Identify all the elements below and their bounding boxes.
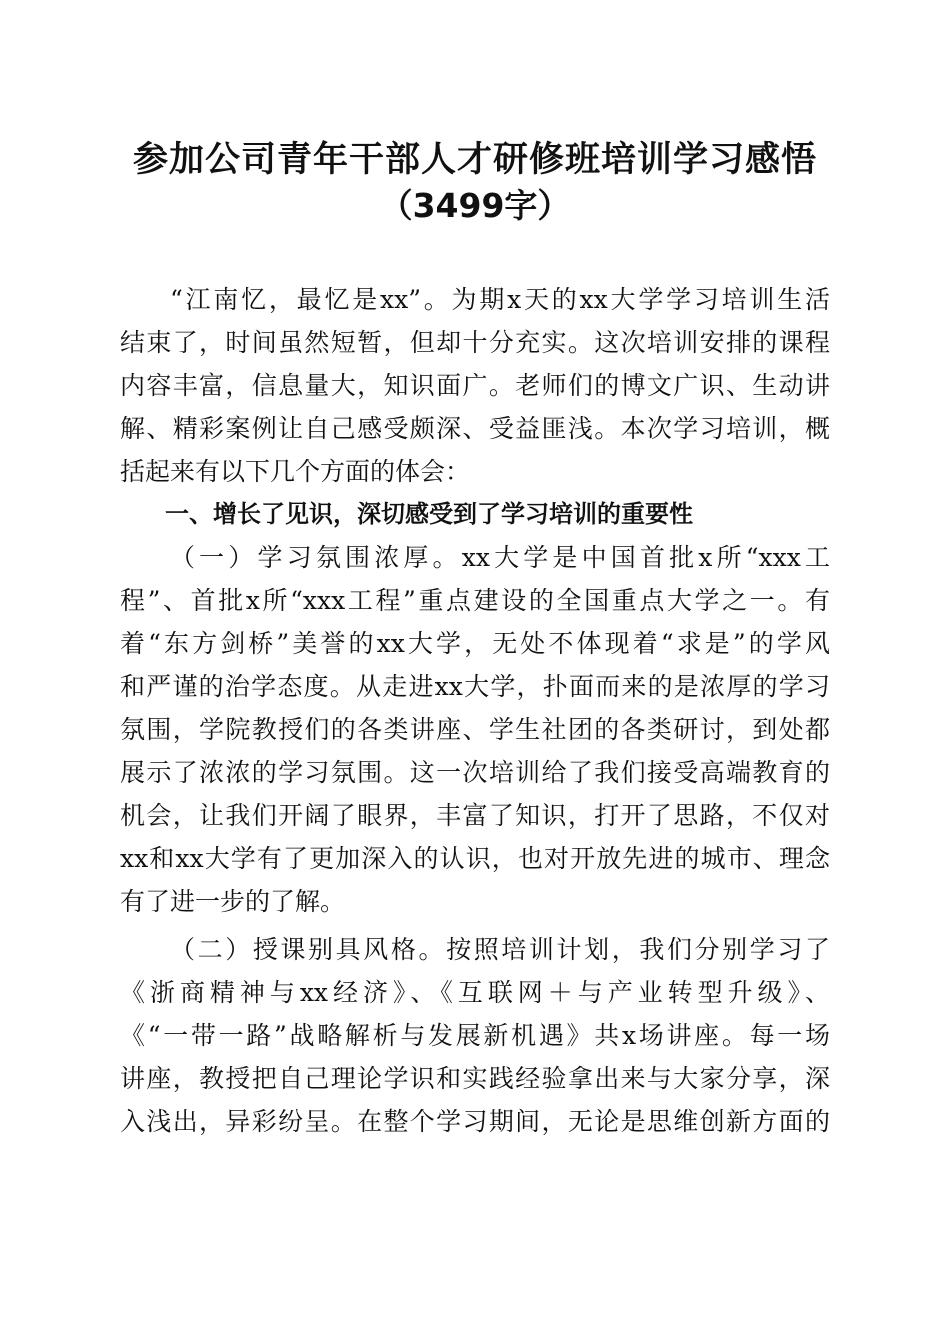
paragraph-line: 氛围，学院教授们的各类讲座、学生社团的各类研讨，到处都 (120, 715, 830, 744)
paragraph-line: 有了进一步的了解。 (120, 887, 346, 916)
document-subtitle: （3499字） (379, 186, 571, 225)
paragraph-line: 讲座，教授把自己理论学识和实践经验拿出来与大家分享，深 (120, 1064, 830, 1093)
intro-line: 括起来有以下几个方面的体会： (120, 457, 471, 486)
paragraph-line: 着“东方剑桥”美誉的xx大学，无处不体现着“求是”的学风 (120, 629, 830, 658)
paragraph-line: 和严谨的治学态度。从走进xx大学，扑面而来的是浓厚的学习 (120, 672, 830, 701)
paragraph-line: （二）授课别具风格。按照培训计划，我们分别学习了 (170, 935, 830, 964)
paragraph-line: 《浙商精神与xx经济》、《互联网＋与产业转型升级》、 (120, 978, 830, 1007)
intro-line: 结束了，时间虽然短暂，但却十分充实。这次培训安排的课程 (120, 328, 830, 357)
paragraph-line: 入浅出，异彩纷呈。在整个学习期间，无论是思维创新方面的 (120, 1107, 830, 1136)
intro-line: 内容丰富，信息量大，知识面广。老师们的博文广识、生动讲 (120, 371, 830, 400)
paragraph-line: 程”、首批x所“xxx工程”重点建设的全国重点大学之一。有 (120, 586, 830, 615)
paragraph-line: xx和xx大学有了更加深入的认识，也对开放先进的城市、理念 (120, 844, 830, 873)
document-title: 参加公司青年干部人才研修班培训学习感悟 (132, 140, 817, 180)
paragraph-line: 机会，让我们开阔了眼界，丰富了知识，打开了思路，不仅对 (120, 801, 830, 830)
paragraph-line: 展示了浓浓的学习氛围。这一次培训给了我们接受高端教育的 (120, 758, 830, 787)
document-body (120, 278, 830, 1143)
intro-line: “江南忆，最忆是xx”。为期x天的xx大学学习培训生活 (170, 285, 830, 314)
paragraph-line: 《“一带一路”战略解析与发展新机遇》共x场讲座。每一场 (120, 1021, 830, 1050)
paragraph-line: （一）学习氛围浓厚。xx大学是中国首批x所“xxx工 (170, 543, 830, 572)
intro-line: 解、精彩案例让自己感受颇深、受益匪浅。本次学习培训，概 (120, 414, 830, 443)
section-heading: 一、增长了见识，深切感受到了学习培训的重要性 (165, 500, 693, 528)
